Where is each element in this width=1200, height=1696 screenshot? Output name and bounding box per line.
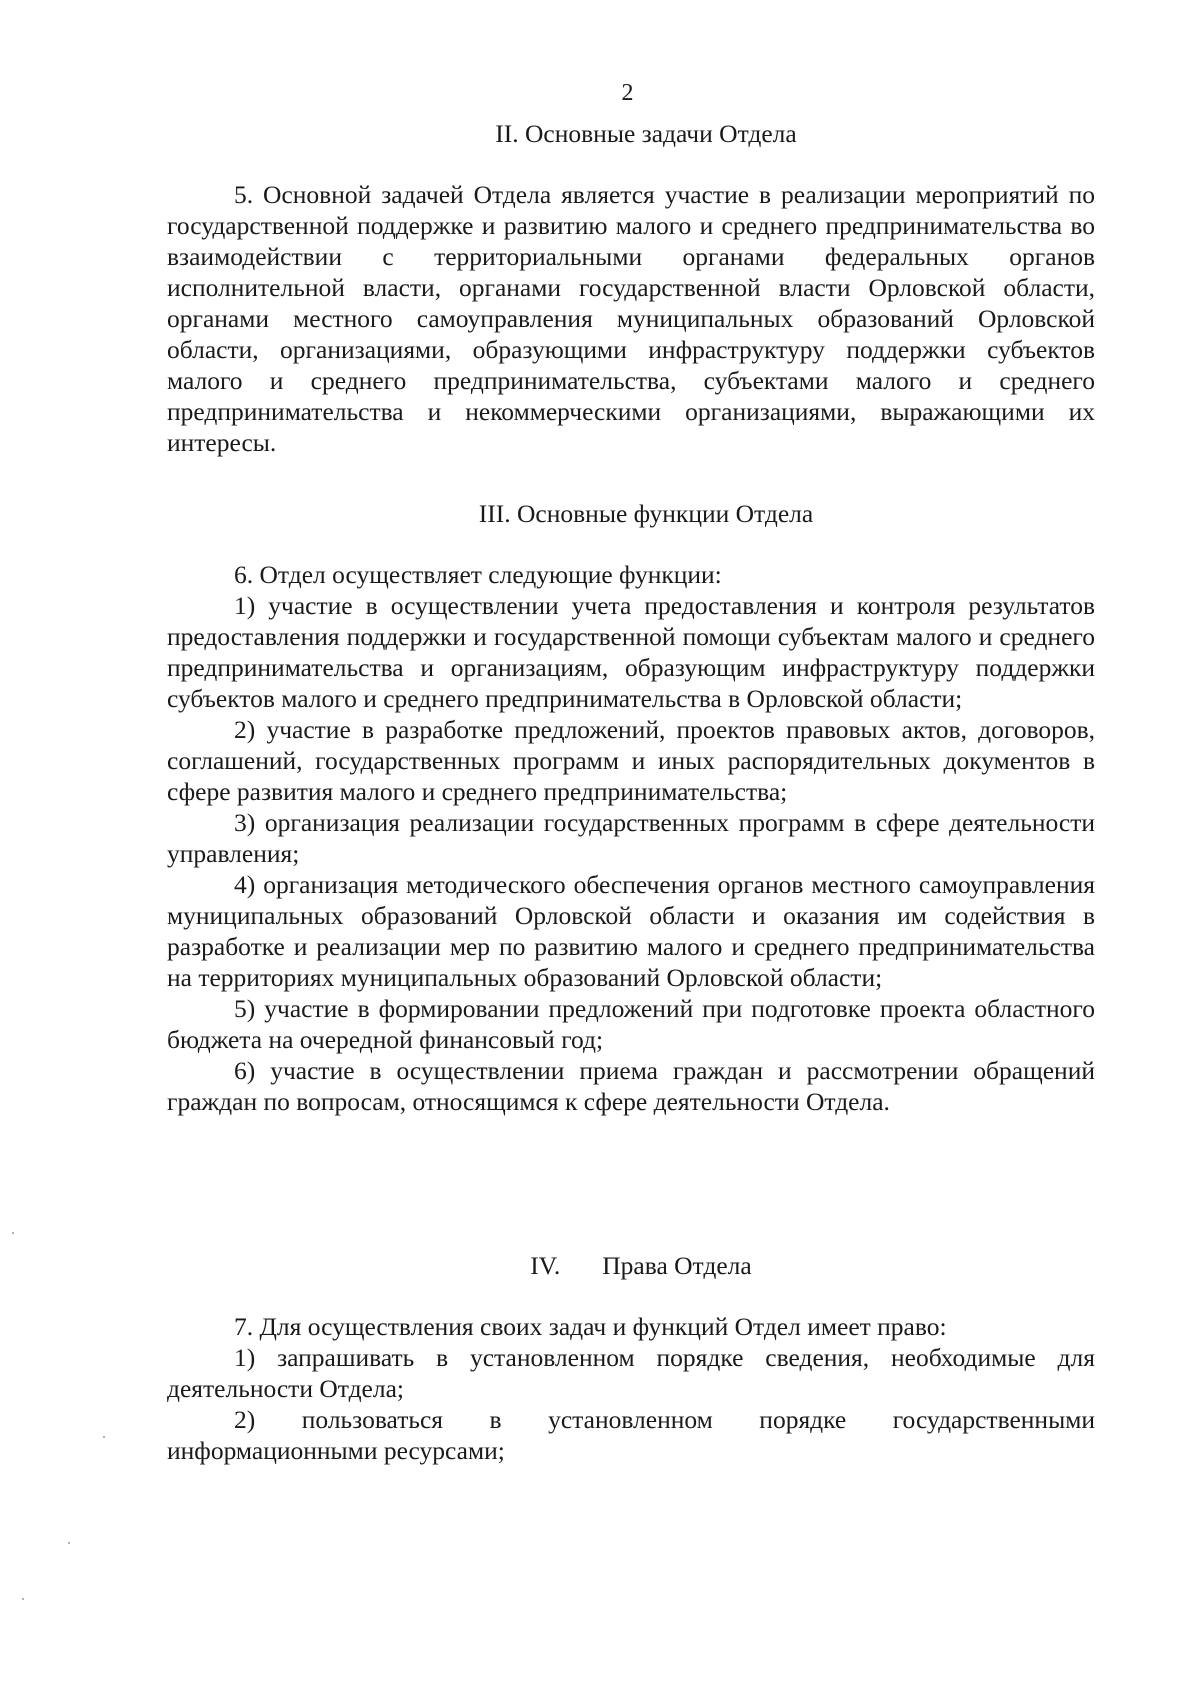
- function-item-4: 4) организация методического обеспечения органов местного самоуправления муниципальных образований Орловской области и оказания им содействия в разработке и реализации мер по развитию малого и среднего предпринимательства на территориях муниципальных образований Орловской области;: [167, 870, 1095, 992]
- rights-item-1: 1) запрашивать в установленном порядке сведения, необходимые для деятельности Отдела;: [167, 1343, 1095, 1403]
- function-item-2: 2) участие в разработке предложений, проектов правовых актов, договоров, соглашений, государственных программ и иных распорядительных документов в сфере развития малого и среднего предпринимательства;: [167, 715, 1095, 806]
- section-2: [167, 118, 1095, 458]
- function-item-5: 5) участие в формировании предложений при подготовке проекта областного бюджета на очередной финансовый год;: [167, 994, 1095, 1054]
- function-item-3: 3) организация реализации государственных программ в сфере деятельности управления;: [167, 808, 1095, 868]
- function-item-6: 6) участие в осуществлении приема граждан и рассмотрении обращений граждан по вопросам, относящимся к сфере деятельности Отдела.: [167, 1056, 1095, 1116]
- scan-speck: [22, 1598, 24, 1600]
- section-2-heading: II. Основные задачи Отдела: [495, 119, 797, 148]
- function-item-1: 1) участие в осуществлении учета предоставления и контроля результатов предоставления поддержки и государственной помощи субъектам малого и среднего предпринимательства и организациям, образующим инфраструктуру поддержки субъектов малого и среднего предпринимательства в Орловской области;: [167, 591, 1095, 713]
- scan-speck: [12, 1232, 14, 1234]
- scan-speck: [103, 1436, 105, 1438]
- section-3-heading: III. Основные функции Отдела: [478, 499, 814, 528]
- paragraph-5: 5. Основной задачей Отдела является участие в реализации мероприятий по государственной поддержке и развитию малого и среднего предпринимательства во взаимодействии с территориальными органами федеральных органов исполнительной власти, органами государственной власти Орловской области, органами местного самоуправления муниципальных образований Орловской области, организациями, образующими инфраструктуру поддержки субъектов малого и среднего предпринимательства, субъектами малого и среднего предпринимательства и некоммерческими организациями, выражающими их интересы.: [167, 180, 1095, 457]
- section-4-heading-title: Права Отдела: [602, 1251, 752, 1280]
- section-4-heading: [167, 1250, 1095, 1281]
- paragraph-7-intro: 7. Для осуществления своих задач и функций Отдел имеет право:: [234, 1312, 947, 1341]
- scan-speck: [68, 1542, 70, 1544]
- section-4: [167, 1250, 1095, 1466]
- page-number: 2: [621, 80, 634, 106]
- paragraph-6-intro: 6. Отдел осуществляет следующие функции:: [234, 560, 722, 589]
- section-4-heading-number: IV.: [530, 1251, 561, 1280]
- rights-item-2: 2) пользоваться в установленном порядке государственными информационными ресурсами;: [167, 1405, 1095, 1465]
- section-3: [167, 498, 1095, 1117]
